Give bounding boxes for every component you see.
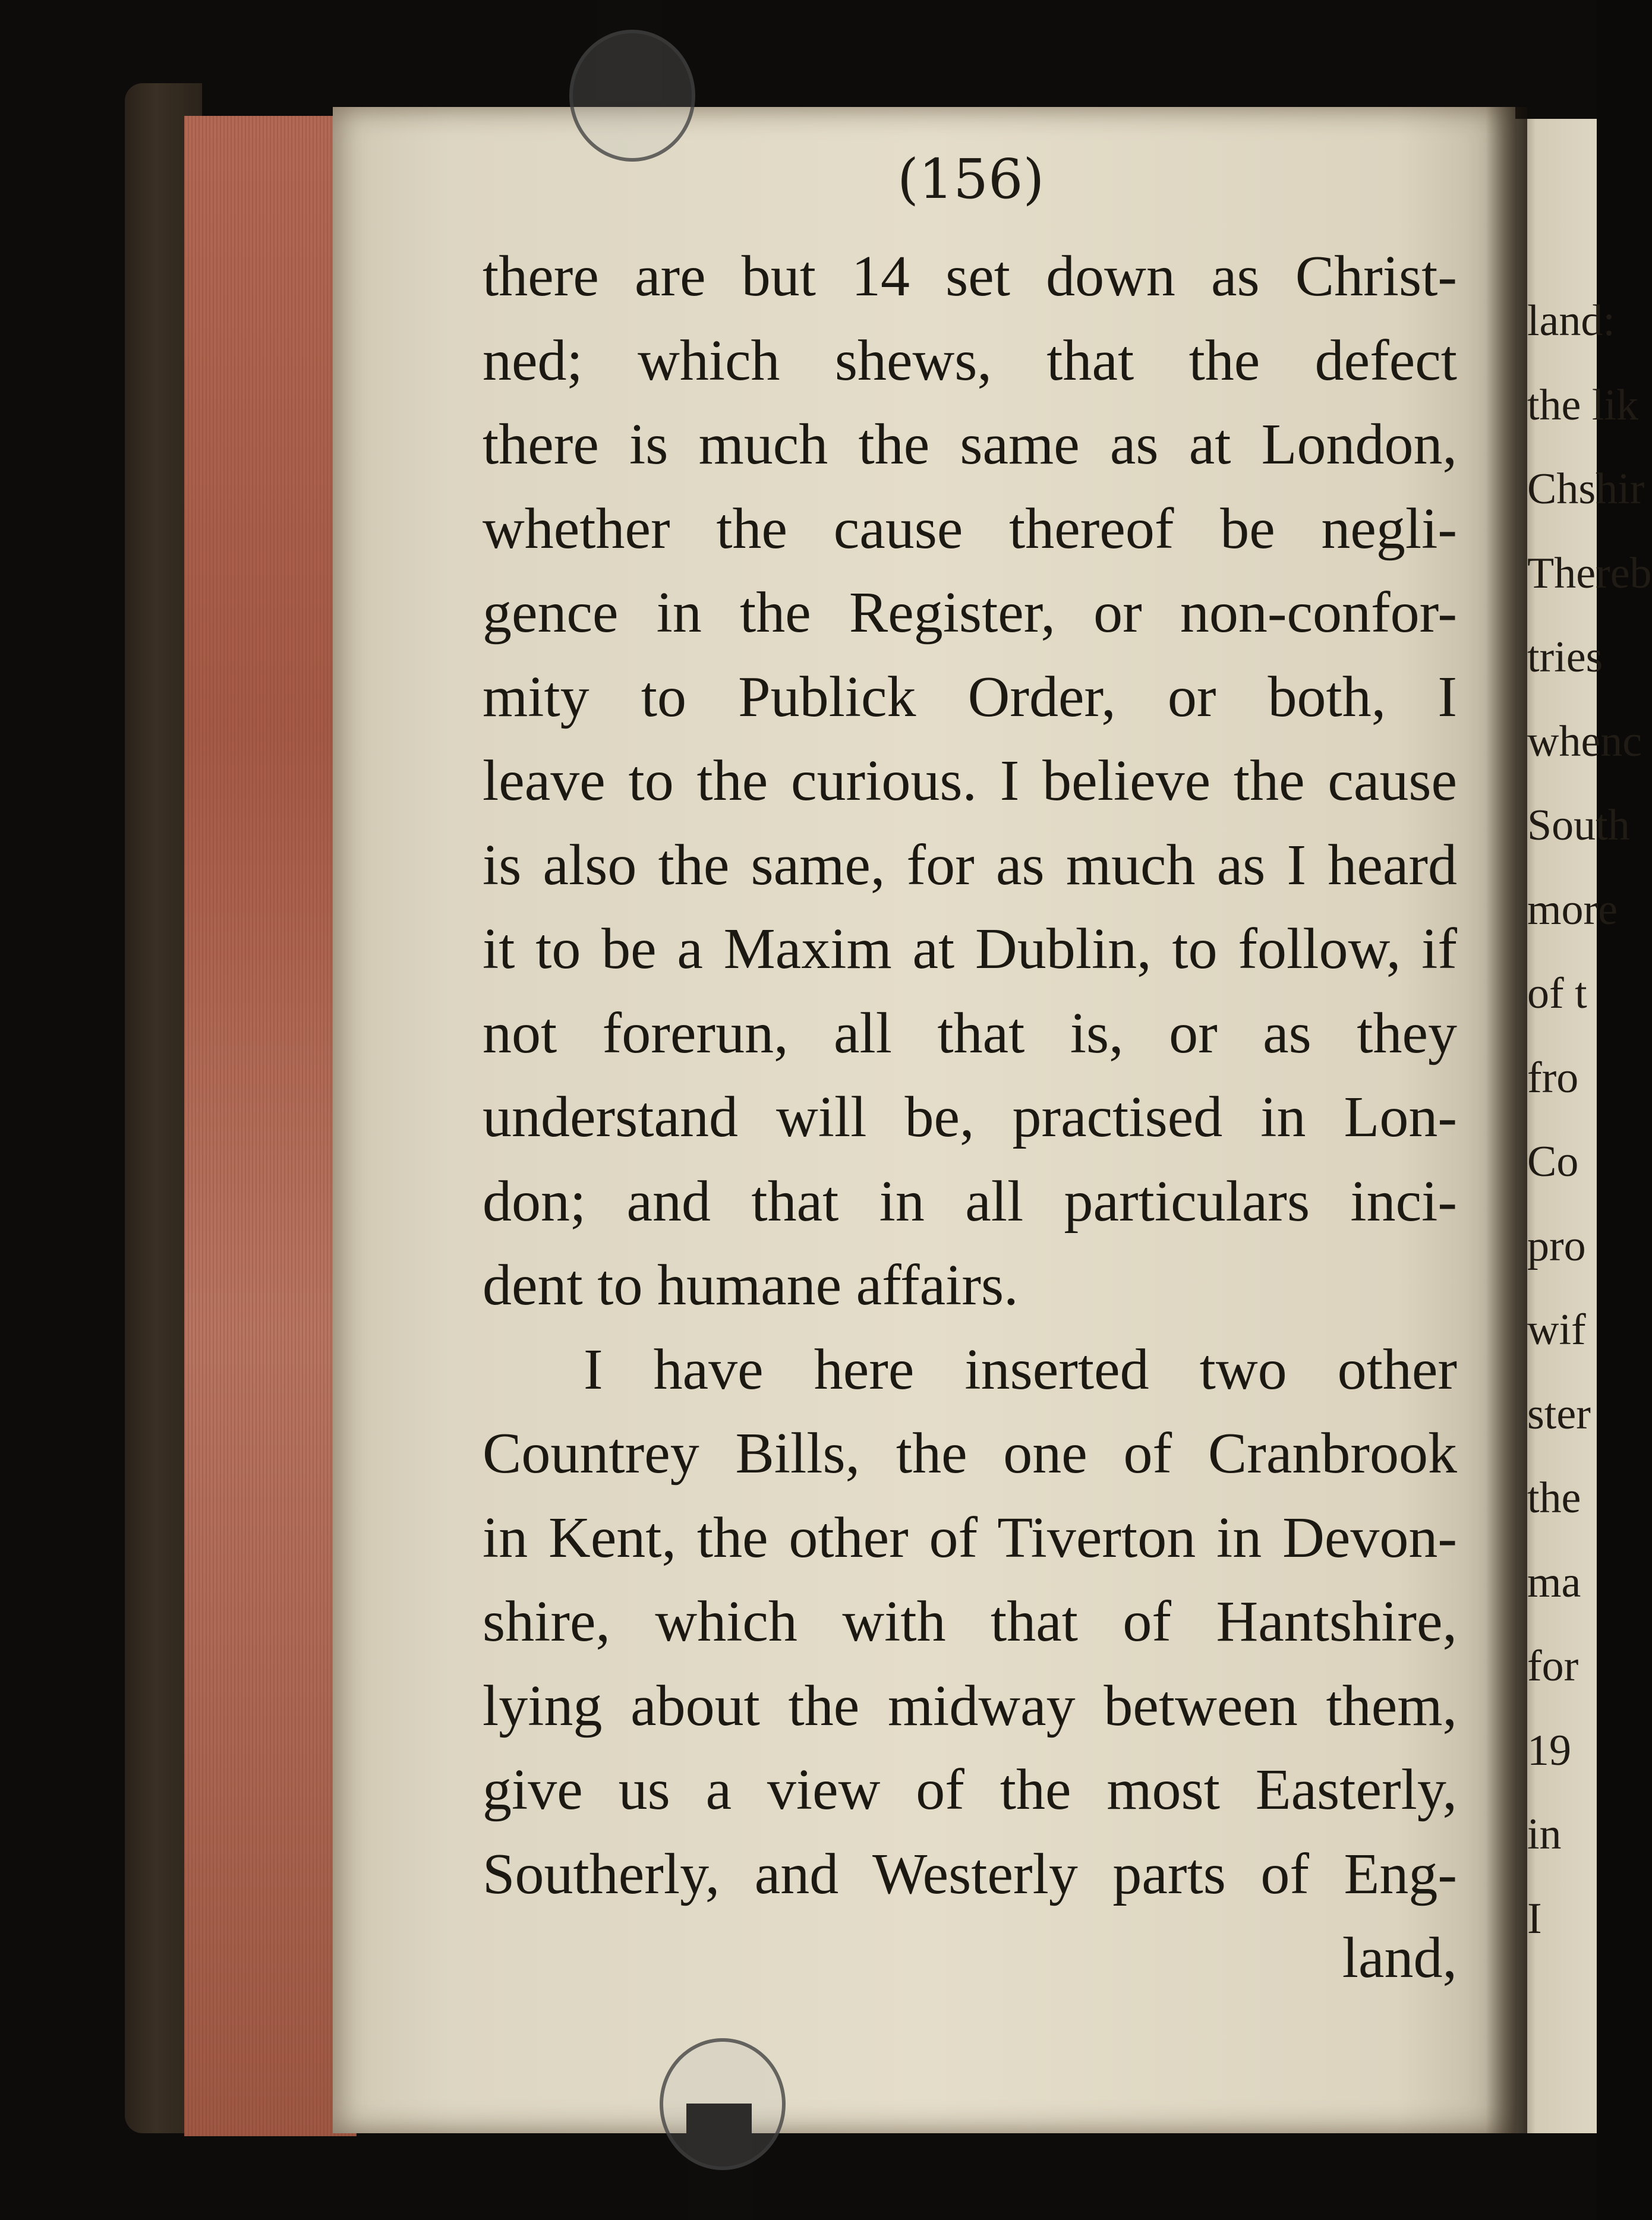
- text-line: don; and that in all particulars inci-: [483, 1169, 1457, 1234]
- text-line: Countrey Bills, the one of Cranbrook: [483, 1421, 1457, 1486]
- facing-fragment: tries: [1527, 633, 1603, 682]
- facing-fragment: in: [1527, 1810, 1562, 1859]
- facing-fragment: 19: [1527, 1726, 1571, 1775]
- text-line: I have here inserted two other: [584, 1337, 1457, 1402]
- top-page-clip: [569, 30, 695, 162]
- facing-fragment: Chshir: [1527, 465, 1645, 513]
- text-line: not forerun, all that is, or as they: [483, 1001, 1457, 1065]
- bottom-page-clip: [660, 2038, 786, 2170]
- text-line: there is much the same as at London,: [483, 412, 1457, 477]
- facing-fragment: land:: [1527, 297, 1615, 345]
- facing-fragment: fro: [1527, 1053, 1579, 1102]
- facing-fragment: the: [1527, 1474, 1581, 1522]
- text-line: dent to humane affairs.: [483, 1253, 1019, 1317]
- facing-page-text: [1527, 279, 1652, 1961]
- gutter-shadow: [1486, 107, 1527, 2133]
- text-line: gence in the Register, or non-confor-: [483, 581, 1457, 645]
- text-line: Southerly, and Westerly parts of Eng-: [483, 1841, 1457, 1906]
- page-number: (156): [897, 147, 1045, 211]
- facing-fragment: South: [1527, 801, 1630, 850]
- facing-fragment: more: [1527, 885, 1618, 934]
- facing-fragment: for: [1527, 1642, 1579, 1691]
- facing-fragment: of t: [1527, 969, 1587, 1018]
- text-line: mity to Publick Order, or both, I: [483, 664, 1457, 729]
- text-line: there are but 14 set down as Christ-: [483, 244, 1457, 308]
- facing-fragment: ma: [1527, 1557, 1581, 1607]
- text-line: understand will be, practised in Lon-: [483, 1085, 1457, 1149]
- text-line: ned; which shews, that the defect: [483, 328, 1457, 393]
- text-line: it to be a Maxim at Dublin, to follow, if: [483, 917, 1457, 981]
- facing-fragment: the lik: [1527, 380, 1639, 430]
- catchword: land,: [1342, 1926, 1457, 1990]
- facing-fragment: wif: [1527, 1305, 1586, 1354]
- text-line: shire, which with that of Hantshire,: [483, 1590, 1457, 1654]
- facing-fragment: pro: [1527, 1221, 1586, 1270]
- text-line: whether the cause thereof be negli-: [483, 496, 1457, 561]
- text-line: lying about the midway between them,: [483, 1673, 1457, 1738]
- text-line: give us a view of the most Easterly,: [483, 1758, 1457, 1822]
- text-line: is also the same, for as much as I heard: [483, 833, 1457, 897]
- facing-fragment: I: [1527, 1894, 1542, 1943]
- page-text: [483, 235, 1457, 2001]
- page-fore-edge: [184, 116, 357, 2136]
- text-line: leave to the curious. I believe the cause: [483, 749, 1457, 813]
- facing-fragment: ster: [1527, 1389, 1591, 1439]
- text-line: in Kent, the other of Tiverton in Devon-: [483, 1505, 1457, 1570]
- facing-fragment: Co: [1527, 1137, 1579, 1186]
- facing-fragment: whenc: [1527, 717, 1642, 766]
- facing-fragment: Thereb: [1527, 548, 1652, 598]
